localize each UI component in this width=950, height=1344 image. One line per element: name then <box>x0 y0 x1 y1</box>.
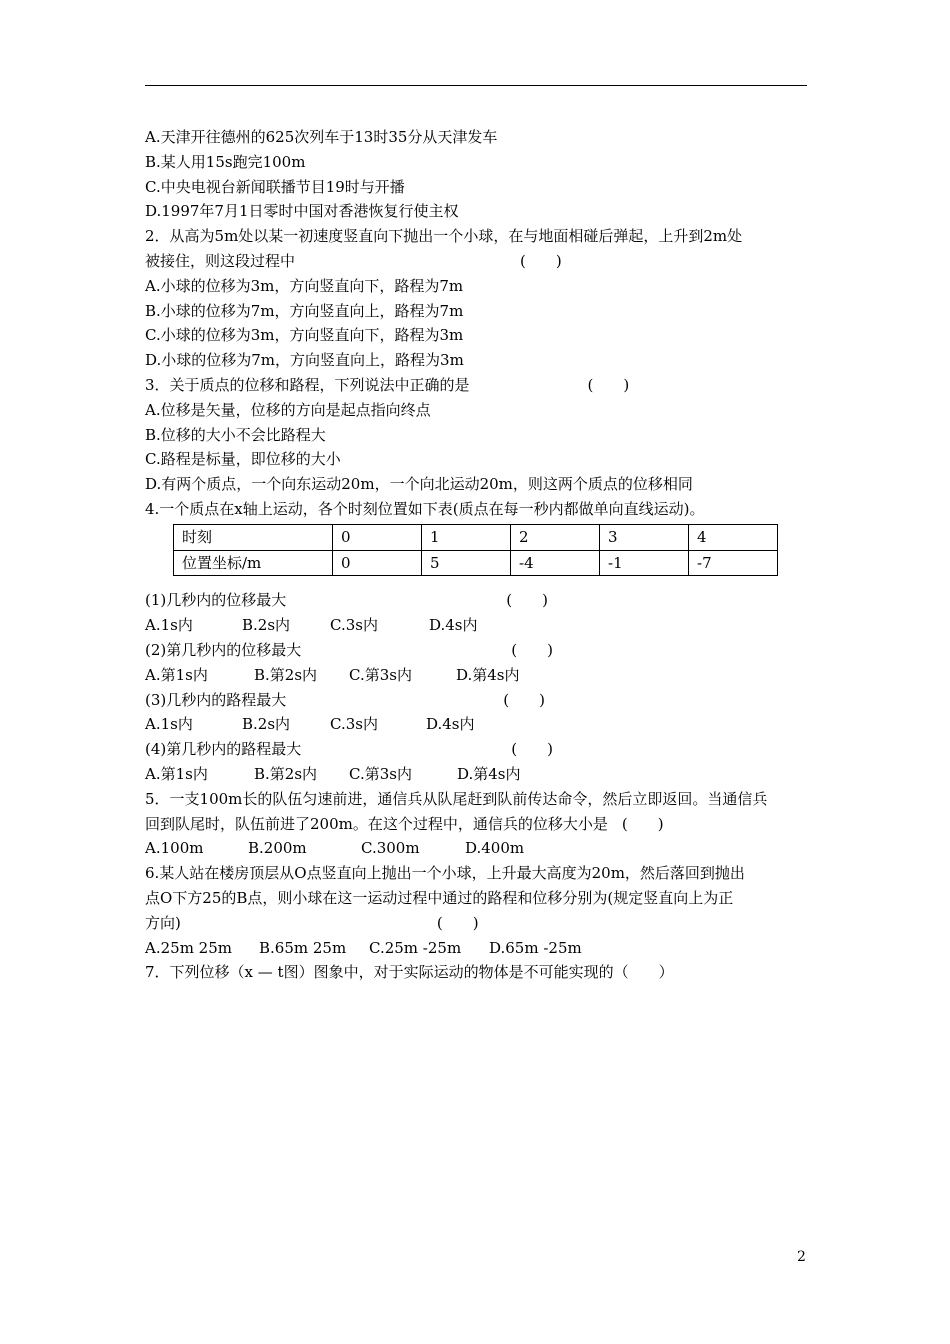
position-table <box>173 524 778 577</box>
q2-answer-paren: ( ) <box>520 251 562 270</box>
q4-sub3-option-a: A.1s内 <box>145 715 193 734</box>
q5-line1: 5．一支100m长的队伍匀速前进，通信兵从队尾赶到队前传达命令，然后立即返回。当通信兵 <box>145 789 768 808</box>
q1-option-d: D.1997年7月1日零时中国对香港恢复行使主权 <box>145 202 459 221</box>
q6-option-c: C.25m -25m <box>369 938 462 957</box>
table-cell: -7 <box>689 550 778 576</box>
table-cell: 位置坐标/m <box>174 550 333 576</box>
table-cell: 0 <box>333 550 422 576</box>
q3-option-a: A.位移是矢量，位移的方向是起点指向终点 <box>145 400 431 419</box>
q6-line1: 6.某人站在楼房顶层从O点竖直向上抛出一个小球，上升最大高度为20m，然后落回到抛出 <box>145 864 745 883</box>
q3-answer-paren: ( ) <box>587 375 630 394</box>
q6-option-d: D.65m -25m <box>489 938 582 957</box>
q4-sub1-paren: ( ) <box>506 591 548 610</box>
question-3 <box>145 373 810 497</box>
q6-line3-text: 方向) <box>145 913 181 932</box>
header-rule <box>145 85 807 86</box>
q5-line2 <box>145 812 810 837</box>
q6-line3 <box>145 911 810 936</box>
q4-sub2-text: (2)第几秒内的位移最大 <box>145 640 302 659</box>
question-5 <box>145 787 810 861</box>
table-row <box>174 550 778 576</box>
q6-line2: 点O下方25的B点，则小球在这一运动过程中通过的路程和位移分别为(规定竖直向上为正 <box>145 888 734 907</box>
q3-option-c: C.路程是标量，即位移的大小 <box>145 450 341 469</box>
q1-option-b: B.某人用15s跑完100m <box>145 152 306 171</box>
q4-sub4-option-a: A.第1s内 <box>145 764 208 783</box>
q4-sub2-options <box>145 663 810 688</box>
q3-option-d: D.有两个质点，一个向东运动20m，一个向北运动20m，则这两个质点的位移相同 <box>145 475 693 494</box>
table-cell: -4 <box>511 550 600 576</box>
q4-sub4-option-d: D.第4s内 <box>457 764 521 783</box>
q3-stem-line <box>145 373 810 398</box>
question-6 <box>145 861 810 960</box>
question-7 <box>145 960 810 985</box>
q4-sub3-text: (3)几秒内的路程最大 <box>145 690 287 709</box>
q2-option-c: C.小球的位移为3m，方向竖直向下，路程为3m <box>145 326 464 345</box>
q2-stem-line2 <box>145 249 810 274</box>
q5-answer-paren: ( ) <box>621 814 664 833</box>
table-cell: 0 <box>333 524 422 550</box>
table-cell: 5 <box>422 550 511 576</box>
table-cell: 4 <box>689 524 778 550</box>
q6-option-a: A.25m 25m <box>145 938 232 957</box>
q4-sub4-paren: ( ) <box>511 740 553 759</box>
q5-option-b: B.200m <box>248 839 307 858</box>
q3-stem-text: 3．关于质点的位移和路程，下列说法中正确的是 <box>145 375 470 394</box>
q4-sub2-option-d: D.第4s内 <box>456 665 520 684</box>
q6-option-b: B.65m 25m <box>259 938 347 957</box>
table-cell: 2 <box>511 524 600 550</box>
q4-sub3-options <box>145 712 810 737</box>
q4-sub1-option-d: D.4s内 <box>429 616 478 635</box>
q4-sub3-paren: ( ) <box>503 690 545 709</box>
q2-option-b: B.小球的位移为7m，方向竖直向上，路程为7m <box>145 301 464 320</box>
q4-sub3-option-d: D.4s内 <box>426 715 475 734</box>
q4-sub2 <box>145 638 810 663</box>
q4-sub4-options <box>145 762 810 787</box>
q1-option-c: C.中央电视台新闻联播节目19时与开播 <box>145 177 405 196</box>
table-cell: -1 <box>600 550 689 576</box>
q4-sub3-option-c: C.3s内 <box>330 715 378 734</box>
q5-line2-text: 回到队尾时，队伍前进了200m。在这个过程中，通信兵的位移大小是 <box>145 814 608 833</box>
q2-option-a: A.小球的位移为3m，方向竖直向下，路程为7m <box>145 276 464 295</box>
q5-options <box>145 836 810 861</box>
q4-sub4-option-c: C.第3s内 <box>349 764 412 783</box>
q5-option-d: D.400m <box>465 839 525 858</box>
q4-sub1-option-c: C.3s内 <box>330 616 378 635</box>
q5-option-c: C.300m <box>361 839 420 858</box>
q3-option-b: B.位移的大小不会比路程大 <box>145 425 326 444</box>
document-body <box>145 125 810 985</box>
q6-answer-paren: ( ) <box>436 913 479 932</box>
q4-sub1 <box>145 588 810 613</box>
q6-options <box>145 936 810 961</box>
table-cell: 时刻 <box>174 524 333 550</box>
q4-sub1-option-b: B.2s内 <box>242 616 291 635</box>
q4-sub4-option-b: B.第2s内 <box>254 764 318 783</box>
q4-sub4-text: (4)第几秒内的路程最大 <box>145 740 302 759</box>
q2-stem-text: 被接住，则这段过程中 <box>145 251 296 270</box>
q5-option-a: A.100m <box>145 839 204 858</box>
q4-sub2-option-b: B.第2s内 <box>254 665 318 684</box>
page-number: 2 <box>797 1249 806 1265</box>
q4-sub2-paren: ( ) <box>511 640 553 659</box>
q4-sub1-option-a: A.1s内 <box>145 616 193 635</box>
q1-options <box>145 125 810 224</box>
question-4 <box>145 497 810 787</box>
q4-sub2-option-a: A.第1s内 <box>145 665 208 684</box>
q7-stem: 7．下列位移（x — t图）图象中，对于实际运动的物体是不可能实现的（ ） <box>145 963 674 982</box>
q1-option-a: A.天津开往德州的625次列车于13时35分从天津发车 <box>145 128 498 146</box>
q2-option-d: D.小球的位移为7m，方向竖直向上，路程为3m <box>145 351 464 370</box>
table-cell: 1 <box>422 524 511 550</box>
table-cell: 3 <box>600 524 689 550</box>
q2-stem-line1: 2．从高为5m处以某一初速度竖直向下抛出一个小球，在与地面相碰后弹起，上升到2m处 <box>145 227 743 246</box>
q4-sub3-option-b: B.2s内 <box>242 715 291 734</box>
question-2 <box>145 224 810 373</box>
q4-sub3 <box>145 688 810 713</box>
q4-sub1-options <box>145 613 810 638</box>
q4-stem: 4.一个质点在x轴上运动，各个时刻位置如下表(质点在每一秒内都做单向直线运动)。 <box>145 499 705 518</box>
q4-sub4 <box>145 737 810 762</box>
q4-sub1-text: (1)几秒内的位移最大 <box>145 591 287 610</box>
table-row <box>174 524 778 550</box>
q4-sub2-option-c: C.第3s内 <box>349 665 412 684</box>
